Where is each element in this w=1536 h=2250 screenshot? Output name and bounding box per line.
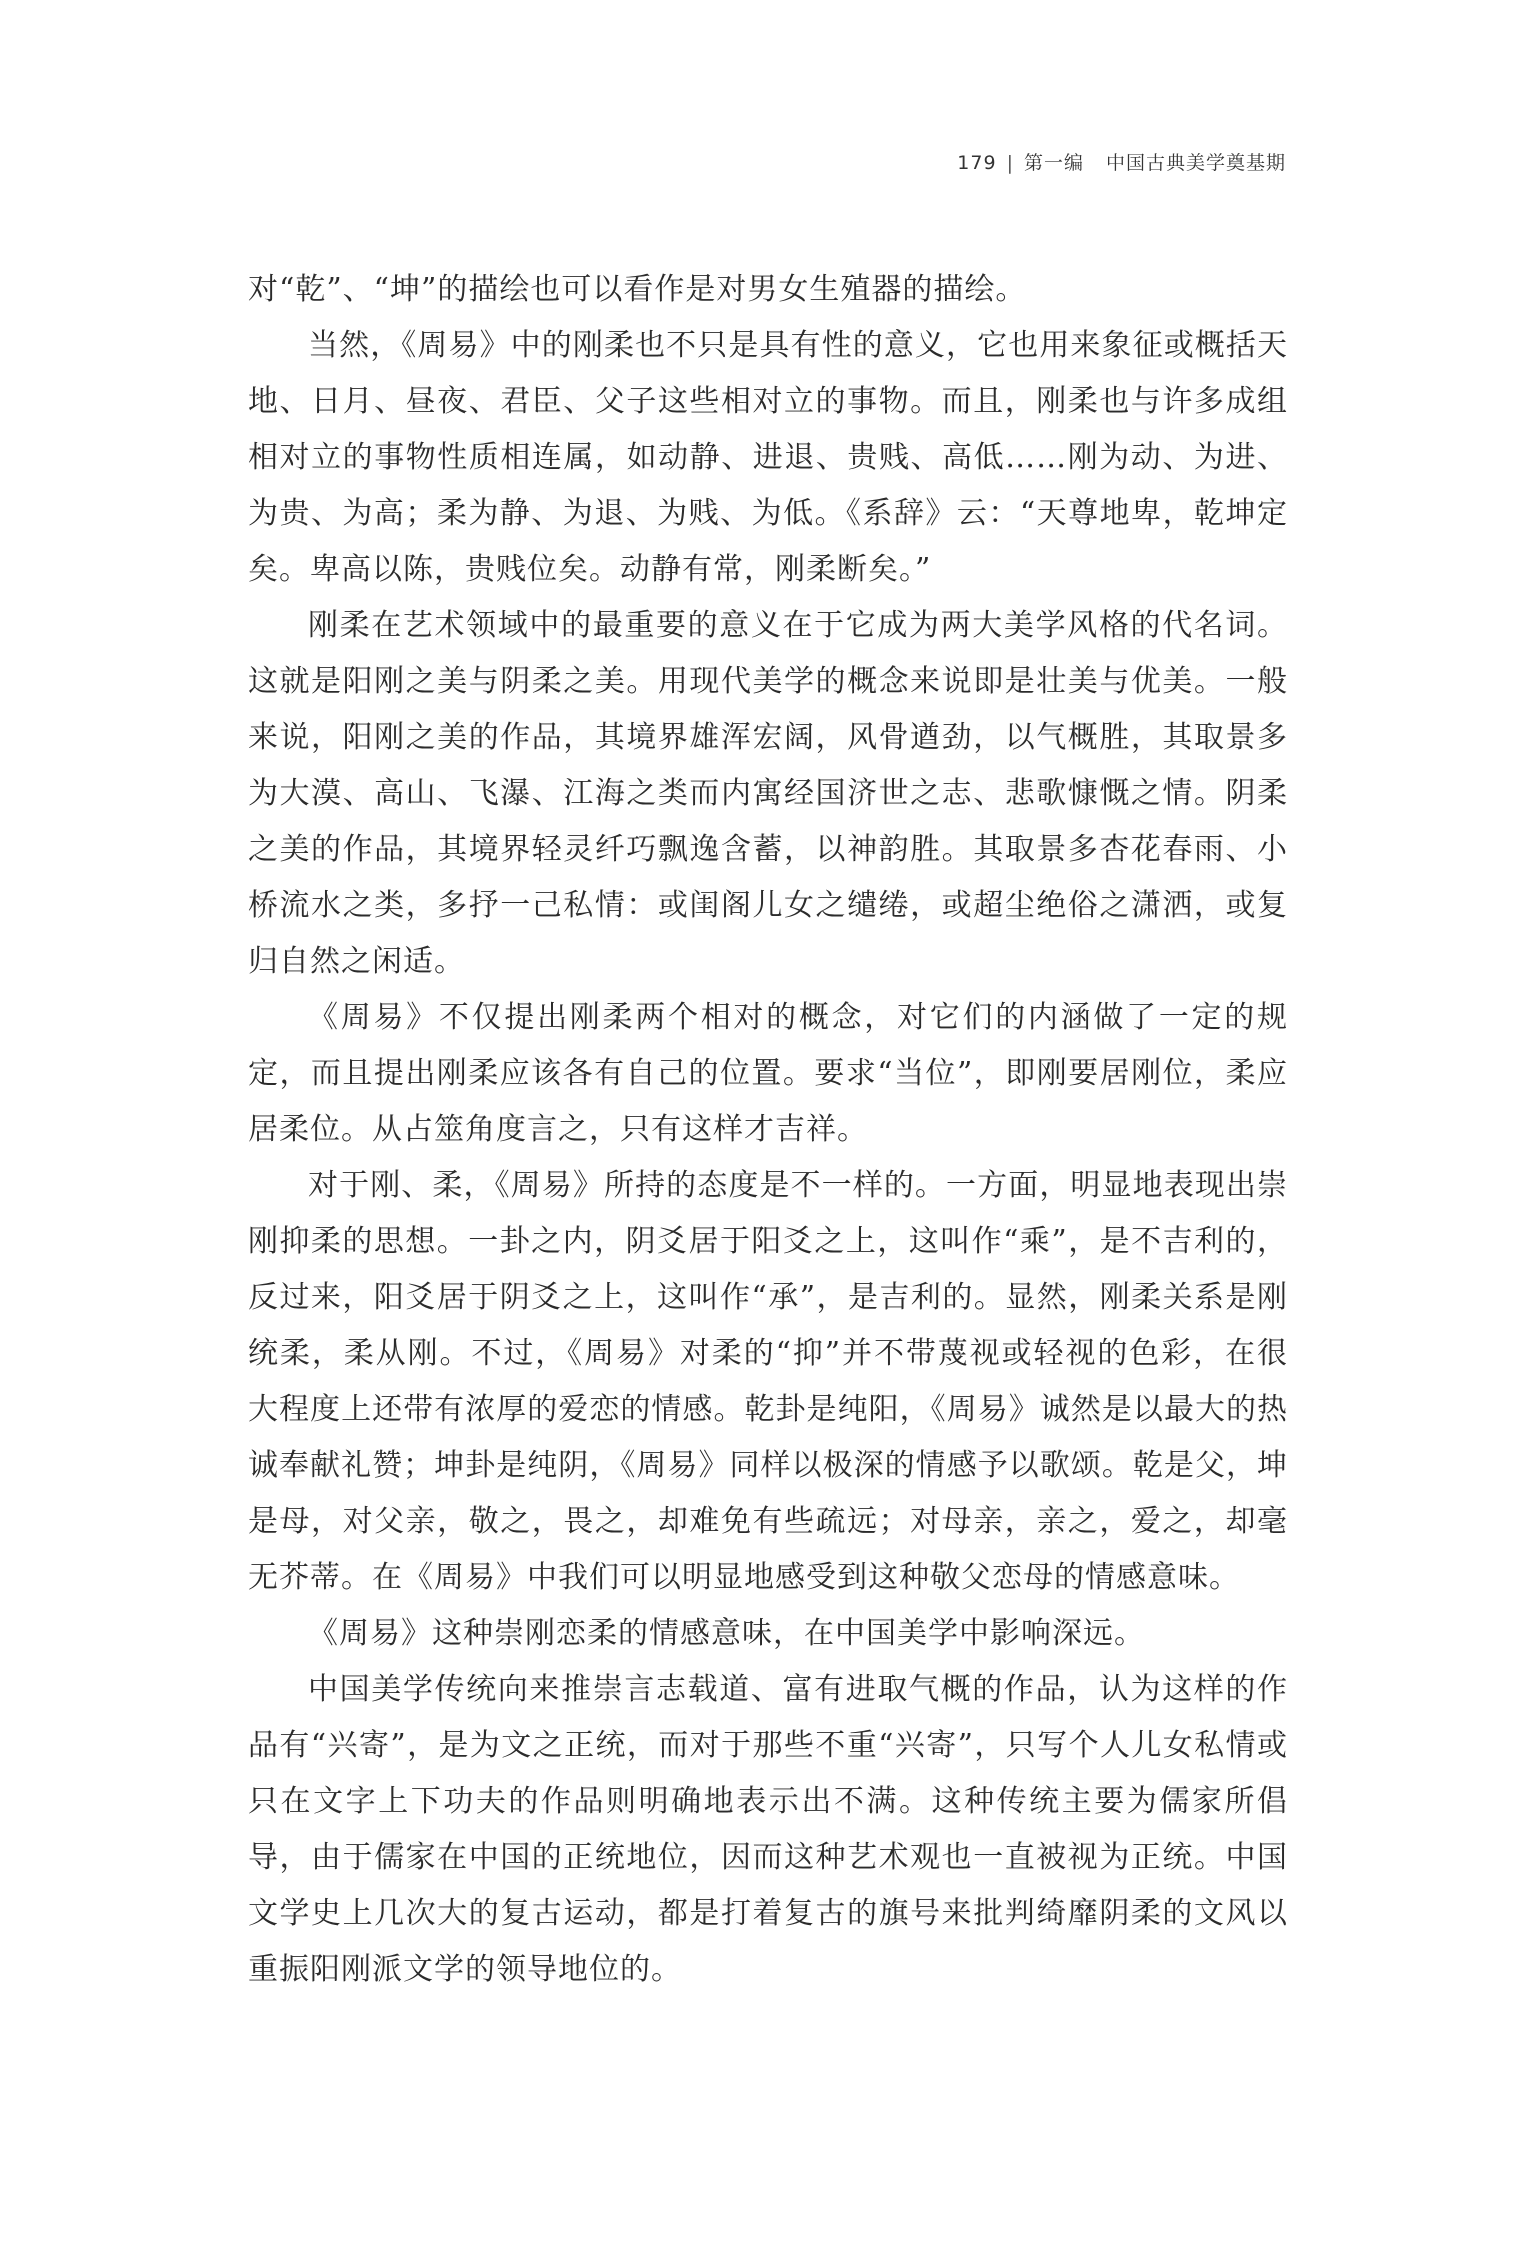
paragraph: 对于刚、柔，《周易》所持的态度是不一样的。一方面，明显地表现出崇刚抑柔的思想。一卦之内，阴爻居于阳爻之上，这叫作“乘”，是不吉利的，反过来，阳爻居于阴爻之上，这叫作“承”，是吉利的。显然，刚柔关系是刚统柔，柔从刚。不过，《周易》对柔的“抑”并不带蔑视或轻视的色彩，在很大程度上还带有浓厚的爱恋的情感。乾卦是纯阳，《周易》诚然是以最大的热诚奉献礼赞；坤卦是纯阴，《周易》同样以极深的情感予以歌颂。乾是父，坤是母，对父亲，敬之，畏之，却难免有些疏远；对母亲，亲之，爱之，却毫无芥蒂。在《周易》中我们可以明显地感受到这种敬父恋母的情感意味。 [248, 1168, 1288, 1595]
paragraph: 对“乾”、“坤”的描绘也可以看作是对男女生殖器的描绘。 [248, 272, 1027, 307]
part-title: 第一编 [1023, 152, 1084, 174]
paragraph: 《周易》不仅提出刚柔两个相对的概念，对它们的内涵做了一定的规定，而且提出刚柔应该各有自己的位置。要求“当位”，即刚要居刚位，柔应居柔位。从占筮角度言之，只有这样才吉祥。 [248, 1000, 1288, 1147]
body-text [248, 262, 1288, 1998]
paragraph: 《周易》这种崇刚恋柔的情感意味，在中国美学中影响深远。 [308, 1616, 1145, 1651]
paragraph: 当然，《周易》中的刚柔也不只是具有性的意义，它也用来象征或概括天地、日月、昼夜、君臣、父子这些相对立的事物。而且，刚柔也与许多成组相对立的事物性质相连属，如动静、进退、贵贱、高低……刚为动、为进、为贵、为高；柔为静、为退、为贱、为低。《系辞》云：“天尊地卑，乾坤定矣。卑高以陈，贵贱位矣。动静有常，刚柔断矣。” [248, 328, 1288, 587]
section-title: 中国古典美学奠基期 [1105, 152, 1286, 174]
running-header [957, 148, 1286, 175]
paragraph: 刚柔在艺术领域中的最重要的意义在于它成为两大美学风格的代名词。这就是阳刚之美与阴柔之美。用现代美学的概念来说即是壮美与优美。一般来说，阳刚之美的作品，其境界雄浑宏阔，风骨遒劲，以气概胜，其取景多为大漠、高山、飞瀑、江海之类而内寓经国济世之志、悲歌慷慨之情。阴柔之美的作品，其境界轻灵纤巧飘逸含蓄，以神韵胜。其取景多杏花春雨、小桥流水之类，多抒一己私情：或闺阁儿女之缱绻，或超尘绝俗之潇洒，或复归自然之闲适。 [248, 608, 1288, 979]
paragraph: 中国美学传统向来推崇言志载道、富有进取气概的作品，认为这样的作品有“兴寄”，是为文之正统，而对于那些不重“兴寄”，只写个人儿女私情或只在文字上下功夫的作品则明确地表示出不满。这种传统主要为儒家所倡导，由于儒家在中国的正统地位，因而这种艺术观也一直被视为正统。中国文学史上几次大的复古运动，都是打着复古的旗号来批判绮靡阴柔的文风以重振阳刚派文学的领导地位的。 [248, 1672, 1288, 1987]
header-divider: | [1006, 152, 1014, 174]
page-number: 179 [957, 152, 997, 174]
